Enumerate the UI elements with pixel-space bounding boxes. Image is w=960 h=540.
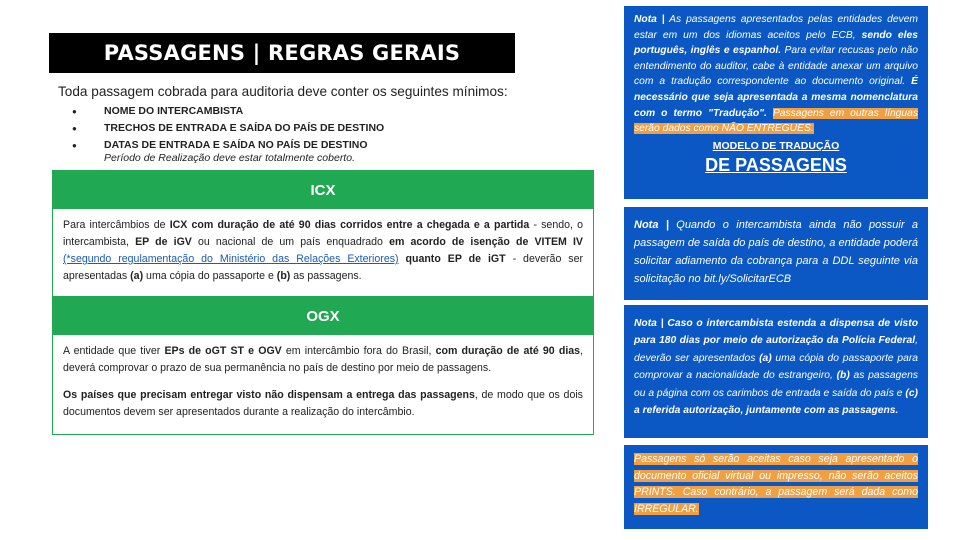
note-postponement <box>624 207 928 300</box>
ogx-header: OGX <box>53 297 593 335</box>
note-label: Nota | Caso o intercambista estenda a dispensa de visto para 180 dias por meio de autorização da Polícia Federal <box>634 318 918 347</box>
note-text: , deverão ser apresentados <box>634 335 918 364</box>
icx-text: - sendo, o intercambista, <box>63 219 583 248</box>
requirements-list <box>72 103 384 154</box>
icx-body <box>53 209 593 297</box>
note-text: Quando o intercambista ainda não possuir a passagem de saída do país de destino, a entidade poderá solicitar adiamento da cobrança para a DDL seguinte via solicitação no bit.ly/SolicitarECB <box>634 219 918 285</box>
note-bold: (b) <box>836 370 850 382</box>
ogx-text: em intercâmbio fora do Brasil, <box>281 345 436 357</box>
note-text: Para evitar recusas pelo não entendimento do auditor, cabe à entidade anexar um arquivo com a tradução correspondente ao documento original. <box>634 45 919 88</box>
ogx-text: , de modo que os dois documentos devem ser apresentados durante a realização do intercâmbio. <box>63 389 583 418</box>
ogx-text: , deverá comprovar o prazo de sua permanência no país de destino por meio de passagens. <box>63 345 583 374</box>
note-languages <box>624 6 928 199</box>
note-bold: É necessário que seja apresentada a mesma nomenclatura com o termo "Tradução". <box>634 76 918 119</box>
note-text <box>767 108 773 119</box>
rules-panel <box>52 170 594 435</box>
note-prints-warning <box>624 445 928 529</box>
translation-model-link-title[interactable]: DE PASSAGENS <box>705 154 847 175</box>
note-highlight: Passagens só serão aceitas caso seja apresentado o documento oficial virtual ou impresso, não serão aceitos PRINTS. Caso contrário, a passagem será dada como IRREGULAR. <box>634 453 918 515</box>
icx-bold: EP de iGV <box>135 236 192 248</box>
list-item: ● NOME DO INTERCAMBISTA <box>72 103 384 120</box>
ogx-body <box>53 335 593 421</box>
note-bold: (c) a referida autorização, juntamente com as passagens. <box>634 387 918 417</box>
requirements-note: Período de Realização deve estar totalmente coberto. <box>104 152 355 164</box>
ogx-bold: EPs de oGT ST e OGV <box>164 345 282 357</box>
icx-text <box>399 253 406 265</box>
note-bold: sendo eles português, inglês e espanhol. <box>634 29 918 57</box>
note-text: uma cópia do passaporte para comprovar a nacionalidade do estrangeiro, <box>634 352 918 382</box>
note-highlight: Passagens em outras línguas serão dados como NÃO ENTREGUES. <box>634 107 919 135</box>
icx-text: uma cópia do passaporte e <box>143 270 277 282</box>
list-item: ● TRECHOS DE ENTRADA E SAÍDA DO PAÍS DE DESTINO <box>72 120 384 137</box>
note-bold: (a) <box>759 352 772 364</box>
mre-regulation-link[interactable]: (*segundo regulamentação do Ministério das Relações Exteriores) <box>63 253 399 265</box>
note-text: as passagens ou a página com os carimbos de entrada e saída do país e <box>634 370 918 399</box>
icx-text: - deverão ser apresentadas <box>63 253 584 282</box>
icx-bold: ICX com duração de até 90 dias corridos entre a chegada e a partida <box>169 219 530 231</box>
ogx-text: A entidade que tiver <box>63 345 165 357</box>
intro-text: Toda passagem cobrada para auditoria deve conter os seguintes mínimos: <box>58 84 508 99</box>
icx-bold: (b) <box>276 270 291 282</box>
ogx-paragraph <box>63 343 583 377</box>
list-item: ● DATAS DE ENTRADA E SAÍDA NO PAÍS DE DESTINO <box>72 137 384 154</box>
page-title: PASSAGENS | REGRAS GERAIS <box>49 33 515 73</box>
note-text: As passagens apresentados pelas entidades devem estar em um dos idiomas aceitos pelo ECB, <box>634 14 918 41</box>
icx-text: Para intercâmbios de <box>63 219 170 231</box>
icx-bold: em acordo de isenção de VITEM IV <box>389 236 583 248</box>
ogx-bold: com duração de até 90 dias <box>435 345 581 357</box>
ogx-bold: Os países que precisam entregar visto não dispensam a entrega das passagens <box>63 389 475 401</box>
note-visa-extension <box>624 305 928 438</box>
note-label: Nota | <box>634 14 665 25</box>
note-label: Nota | <box>634 219 669 231</box>
translation-model-link[interactable]: MODELO DE TRADUÇÃO <box>712 139 840 152</box>
icx-bold: (a) <box>130 270 144 282</box>
icx-text: as passagens. <box>290 270 362 282</box>
ogx-paragraph <box>63 387 583 421</box>
icx-text: ou nacional de um país enquadrado <box>191 236 390 248</box>
icx-header: ICX <box>53 171 593 209</box>
icx-bold: quanto EP de iGT <box>405 253 506 265</box>
